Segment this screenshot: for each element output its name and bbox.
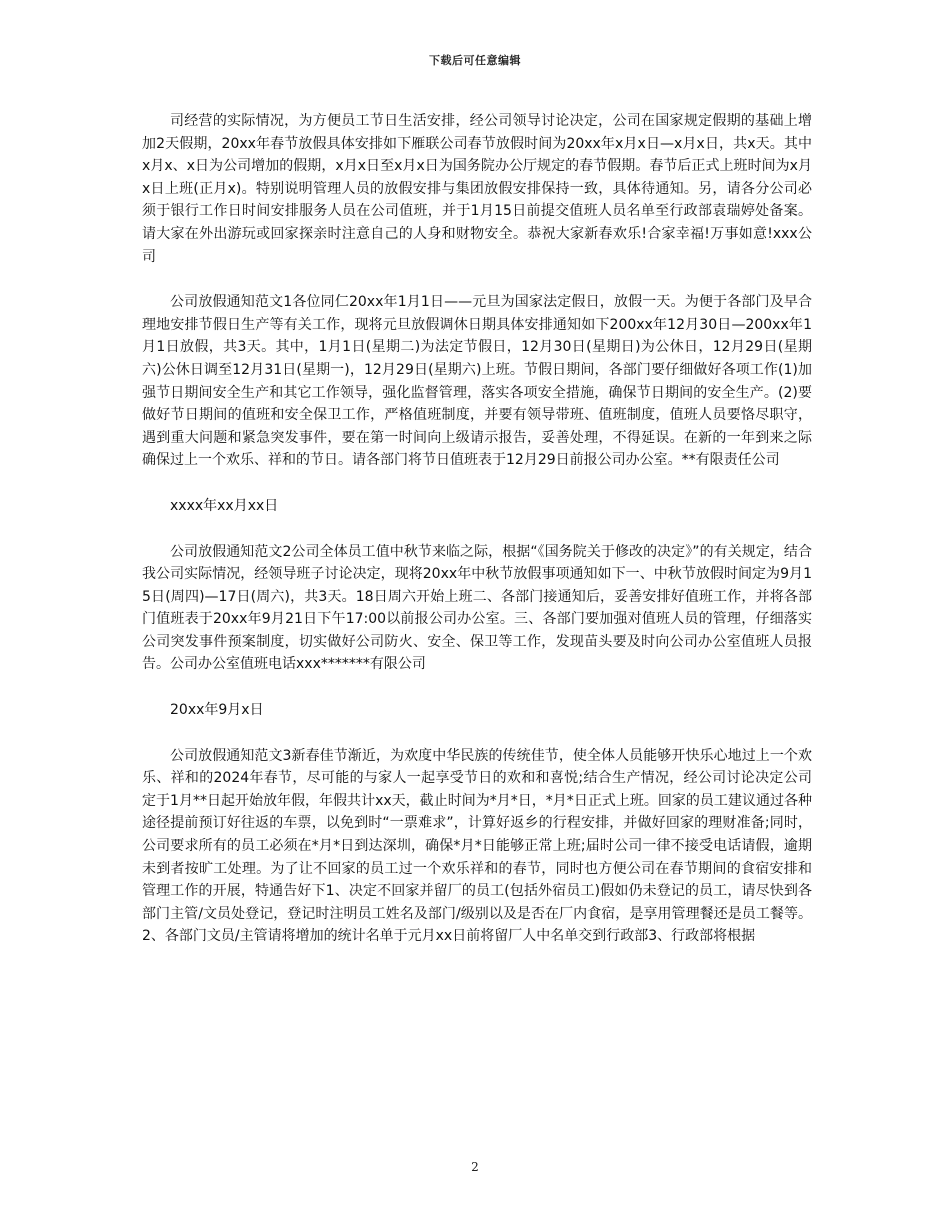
paragraph-sample-3: 公司放假通知范文3新春佳节渐近，为欢度中华民族的传统佳节，使全体人员能够开快乐心地过上一个欢乐、祥和的2024年春节，尽可能的与家人一起享受节日的欢和和喜悦;结合生产情况，经公司讨论决定公司定于1月**日起开始放年假，年假共计xx天，截止时间为*月*日，*月*日正式上班。回家的员工建议通过各种途径提前预订好往返的车票，以免到时“一票难求”，计算好返乡的行程安排，并做好回家的理财准备;同时，公司要求所有的员工必须在*月*日到达深圳，确保*月*日能够正常上班;届时公司一律不接受电话请假，逾期未到者按旷工处理。为了让不回家的员工过一个欢乐祥和的春节，同时也方便公司在春节期间的食宿安排和管理工作的开展，特通告好下1、决定不回家并留厂的员工(包括外宿员工)假如仍未登记的员工，请尽快到各部门主管/文员处登记，登记时注明员工姓名及部门/级别以及是否在厂内食宿，是享用管理餐还是员工餐等。2、各部门文员/主管请将增加的统计名单于元月xx日前将留厂人中名单交到行政部3、行政部将根据 bbox=[142, 747, 812, 945]
date-line-sample-1: xxxx年xx月xx日 bbox=[170, 497, 279, 514]
page-number: 2 bbox=[471, 1160, 479, 1174]
date-line-sample-2: 20xx年9月x日 bbox=[170, 702, 264, 719]
paragraph-sample-2: 公司放假通知范文2公司全体员工值中秋节来临之际，根据“《国务院关于修改的决定》”的有关规定，结合我公司实际情况，经领导班子讨论决定，现将20xx年中秋节放假事项通知如下一、中秋节放假时间定为9月15日(周四)—17日(周六)，共3天。18日周六开始上班二、各部门接通知后，妥善安排好值班工作，并将各部门值班表于20xx年9月21日下午17:00以前报公司办公室。三、各部门要加强对值班人员的管理，仔细落实公司突发事件预案制度，切实做好公司防火、安全、保卫等工作，发现苗头要及时向公司办公室值班人员报告。公司办公室值班电话xxx*******有限公司 bbox=[142, 543, 812, 673]
paragraph-spring-festival-notice: 司经营的实际情况，为方便员工节日生活安排，经公司领导讨论决定，公司在国家规定假期的基础上增加2天假期，20xx年春节放假具体安排如下雁联公司春节放假时间为20xx年x月x日—x月x日，共x天。其中x月x、x日为公司增加的假期，x月x日至x月x日为国务院办公厅规定的春节假期。春节后正式上班时间为x月x日上班(正月x)。特别说明管理人员的放假安排与集团放假安排保持一致，具体待通知。另，请各分公司必须于银行工作日时间安排服务人员在公司值班，并于1月15日前提交值班人员名单至行政部袁瑞婷处备案。请大家在外出游玩或回家探亲时注意自己的人身和财物安全。恭祝大家新春欢乐!合家幸福!万事如意!xxx公司 bbox=[142, 113, 812, 265]
paragraph-sample-1: 公司放假通知范文1各位同仁20xx年1月1日——元旦为国家法定假日，放假一天。为便于各部门及早合理地安排节假日生产等有关工作，现将元旦放假调休日期具体安排通知如下200xx年12月30日—200xx年1月1日放假，共3天。其中，1月1日(星期二)为法定节假日，12月30日(星期日)为公休日，12月29日(星期六)公休日调至12月31日(星期一)，12月29日(星期六)上班。节假日期间，各部门要仔细做好各项工作(1)加强节日期间安全生产和其它工作领导，强化监督管理，落实各项安全措施，确保节日期间的安全生产。(2)要做好节日期间的值班和安全保卫工作，严格值班制度，并要有领导带班、值班制度，值班人员要恪尽职守，遇到重大问题和紧急突发事件，要在第一时间向上级请示报告，妥善处理，不得延误。在新的一年到来之际确保过上一个欢乐、祥和的节日。请各部门将节日值班表于12月29日前报公司办公室。**有限责任公司 bbox=[142, 294, 812, 469]
header-note: 下载后可任意编辑 bbox=[429, 54, 521, 67]
document-body bbox=[142, 110, 812, 971]
